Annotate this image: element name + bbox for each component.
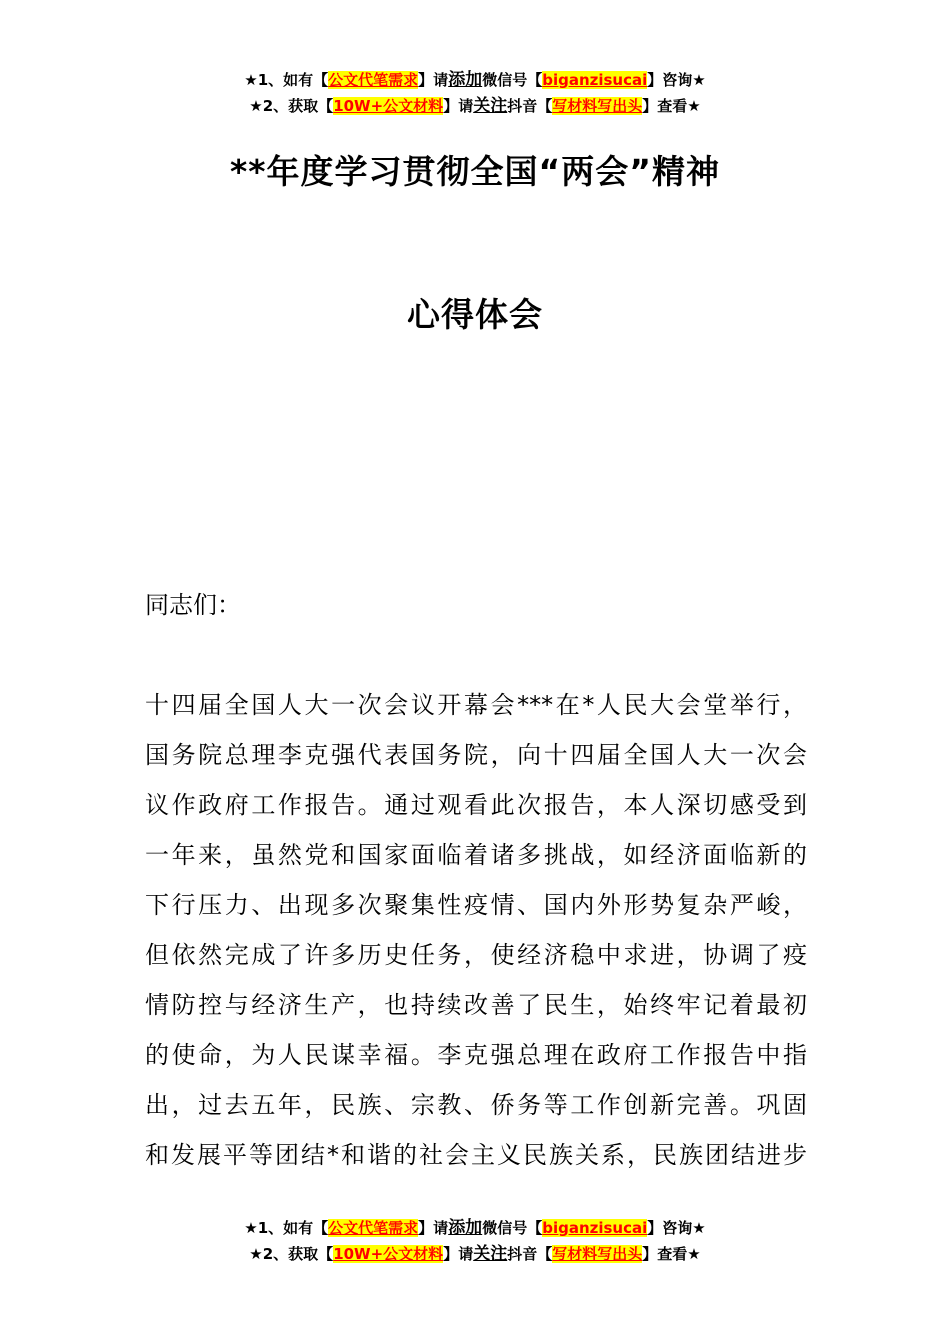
ad-text: ★2、获取【 [249, 1245, 334, 1263]
ad-text: 抖音【 [507, 97, 553, 115]
paragraph-line: 一年来，虽然党和国家面临着诸多挑战，如经济面临新的 [145, 841, 807, 869]
ad-highlight-materials: 10W+公文材料 [333, 1245, 444, 1263]
ad-emphasis: 添加 [448, 1218, 483, 1238]
paragraph-line: 下行压力、出现多次聚集性疫情、国内外形势复杂严峻， [145, 891, 807, 919]
ad-text: 抖音【 [507, 1245, 553, 1263]
paragraph-line: 情防控与经济生产，也持续改善了民生，始终牢记着最初 [145, 991, 807, 1019]
ad-highlight-service: 公文代笔需求 [328, 71, 419, 89]
document-title: **年度学习贯彻全国“两会”精神 [230, 152, 720, 191]
document-subtitle: 心得体会 [407, 295, 543, 334]
ad-line-1 [0, 1215, 950, 1241]
ad-line-1 [0, 67, 950, 93]
ad-text: 】请 [443, 1245, 474, 1263]
ad-text: 】查看★ [642, 1245, 701, 1263]
ad-text: 】请 [418, 1219, 449, 1237]
ad-text: 】咨询★ [647, 1219, 706, 1237]
footer-ad-banner [0, 1215, 950, 1267]
header-ad-banner [0, 67, 950, 119]
ad-text: ★1、如有【 [244, 71, 329, 89]
ad-text: 】请 [443, 97, 474, 115]
paragraph-line: 十四届全国人大一次会议开幕会***在*人民大会堂举行， [145, 691, 807, 719]
paragraph-line: 但依然完成了许多历史任务，使经济稳中求进，协调了疫 [145, 941, 807, 969]
paragraph-line: 和发展平等团结*和谐的社会主义民族关系，民族团结进步 [145, 1141, 807, 1169]
paragraph-line: 的使命，为人民谋幸福。李克强总理在政府工作报告中指 [145, 1041, 807, 1069]
paragraph-line: 出，过去五年，民族、宗教、侨务等工作创新完善。巩固 [145, 1091, 807, 1119]
ad-highlight-wechat-id: biganzisucai [542, 71, 648, 89]
ad-highlight-douyin-account: 写材料写出头 [552, 1245, 643, 1263]
paragraph-line: 国务院总理李克强代表国务院，向十四届全国人大一次会 [145, 741, 807, 769]
ad-text: ★1、如有【 [244, 1219, 329, 1237]
ad-highlight-wechat-id: biganzisucai [542, 1219, 648, 1237]
ad-emphasis: 关注 [473, 96, 508, 116]
ad-emphasis: 添加 [448, 70, 483, 90]
ad-text: 】查看★ [642, 97, 701, 115]
ad-text: ★2、获取【 [249, 97, 334, 115]
ad-line-2 [0, 93, 950, 119]
ad-text: 微信号【 [482, 1219, 543, 1237]
ad-text: 】咨询★ [647, 71, 706, 89]
body-paragraph [145, 680, 807, 1180]
ad-text: 】请 [418, 71, 449, 89]
ad-text: 微信号【 [482, 71, 543, 89]
ad-highlight-douyin-account: 写材料写出头 [552, 97, 643, 115]
salutation: 同志们： [145, 591, 241, 619]
paragraph-line: 议作政府工作报告。通过观看此次报告，本人深切感受到 [145, 791, 807, 819]
ad-highlight-service: 公文代笔需求 [328, 1219, 419, 1237]
ad-emphasis: 关注 [473, 1244, 508, 1264]
ad-highlight-materials: 10W+公文材料 [333, 97, 444, 115]
ad-line-2 [0, 1241, 950, 1267]
